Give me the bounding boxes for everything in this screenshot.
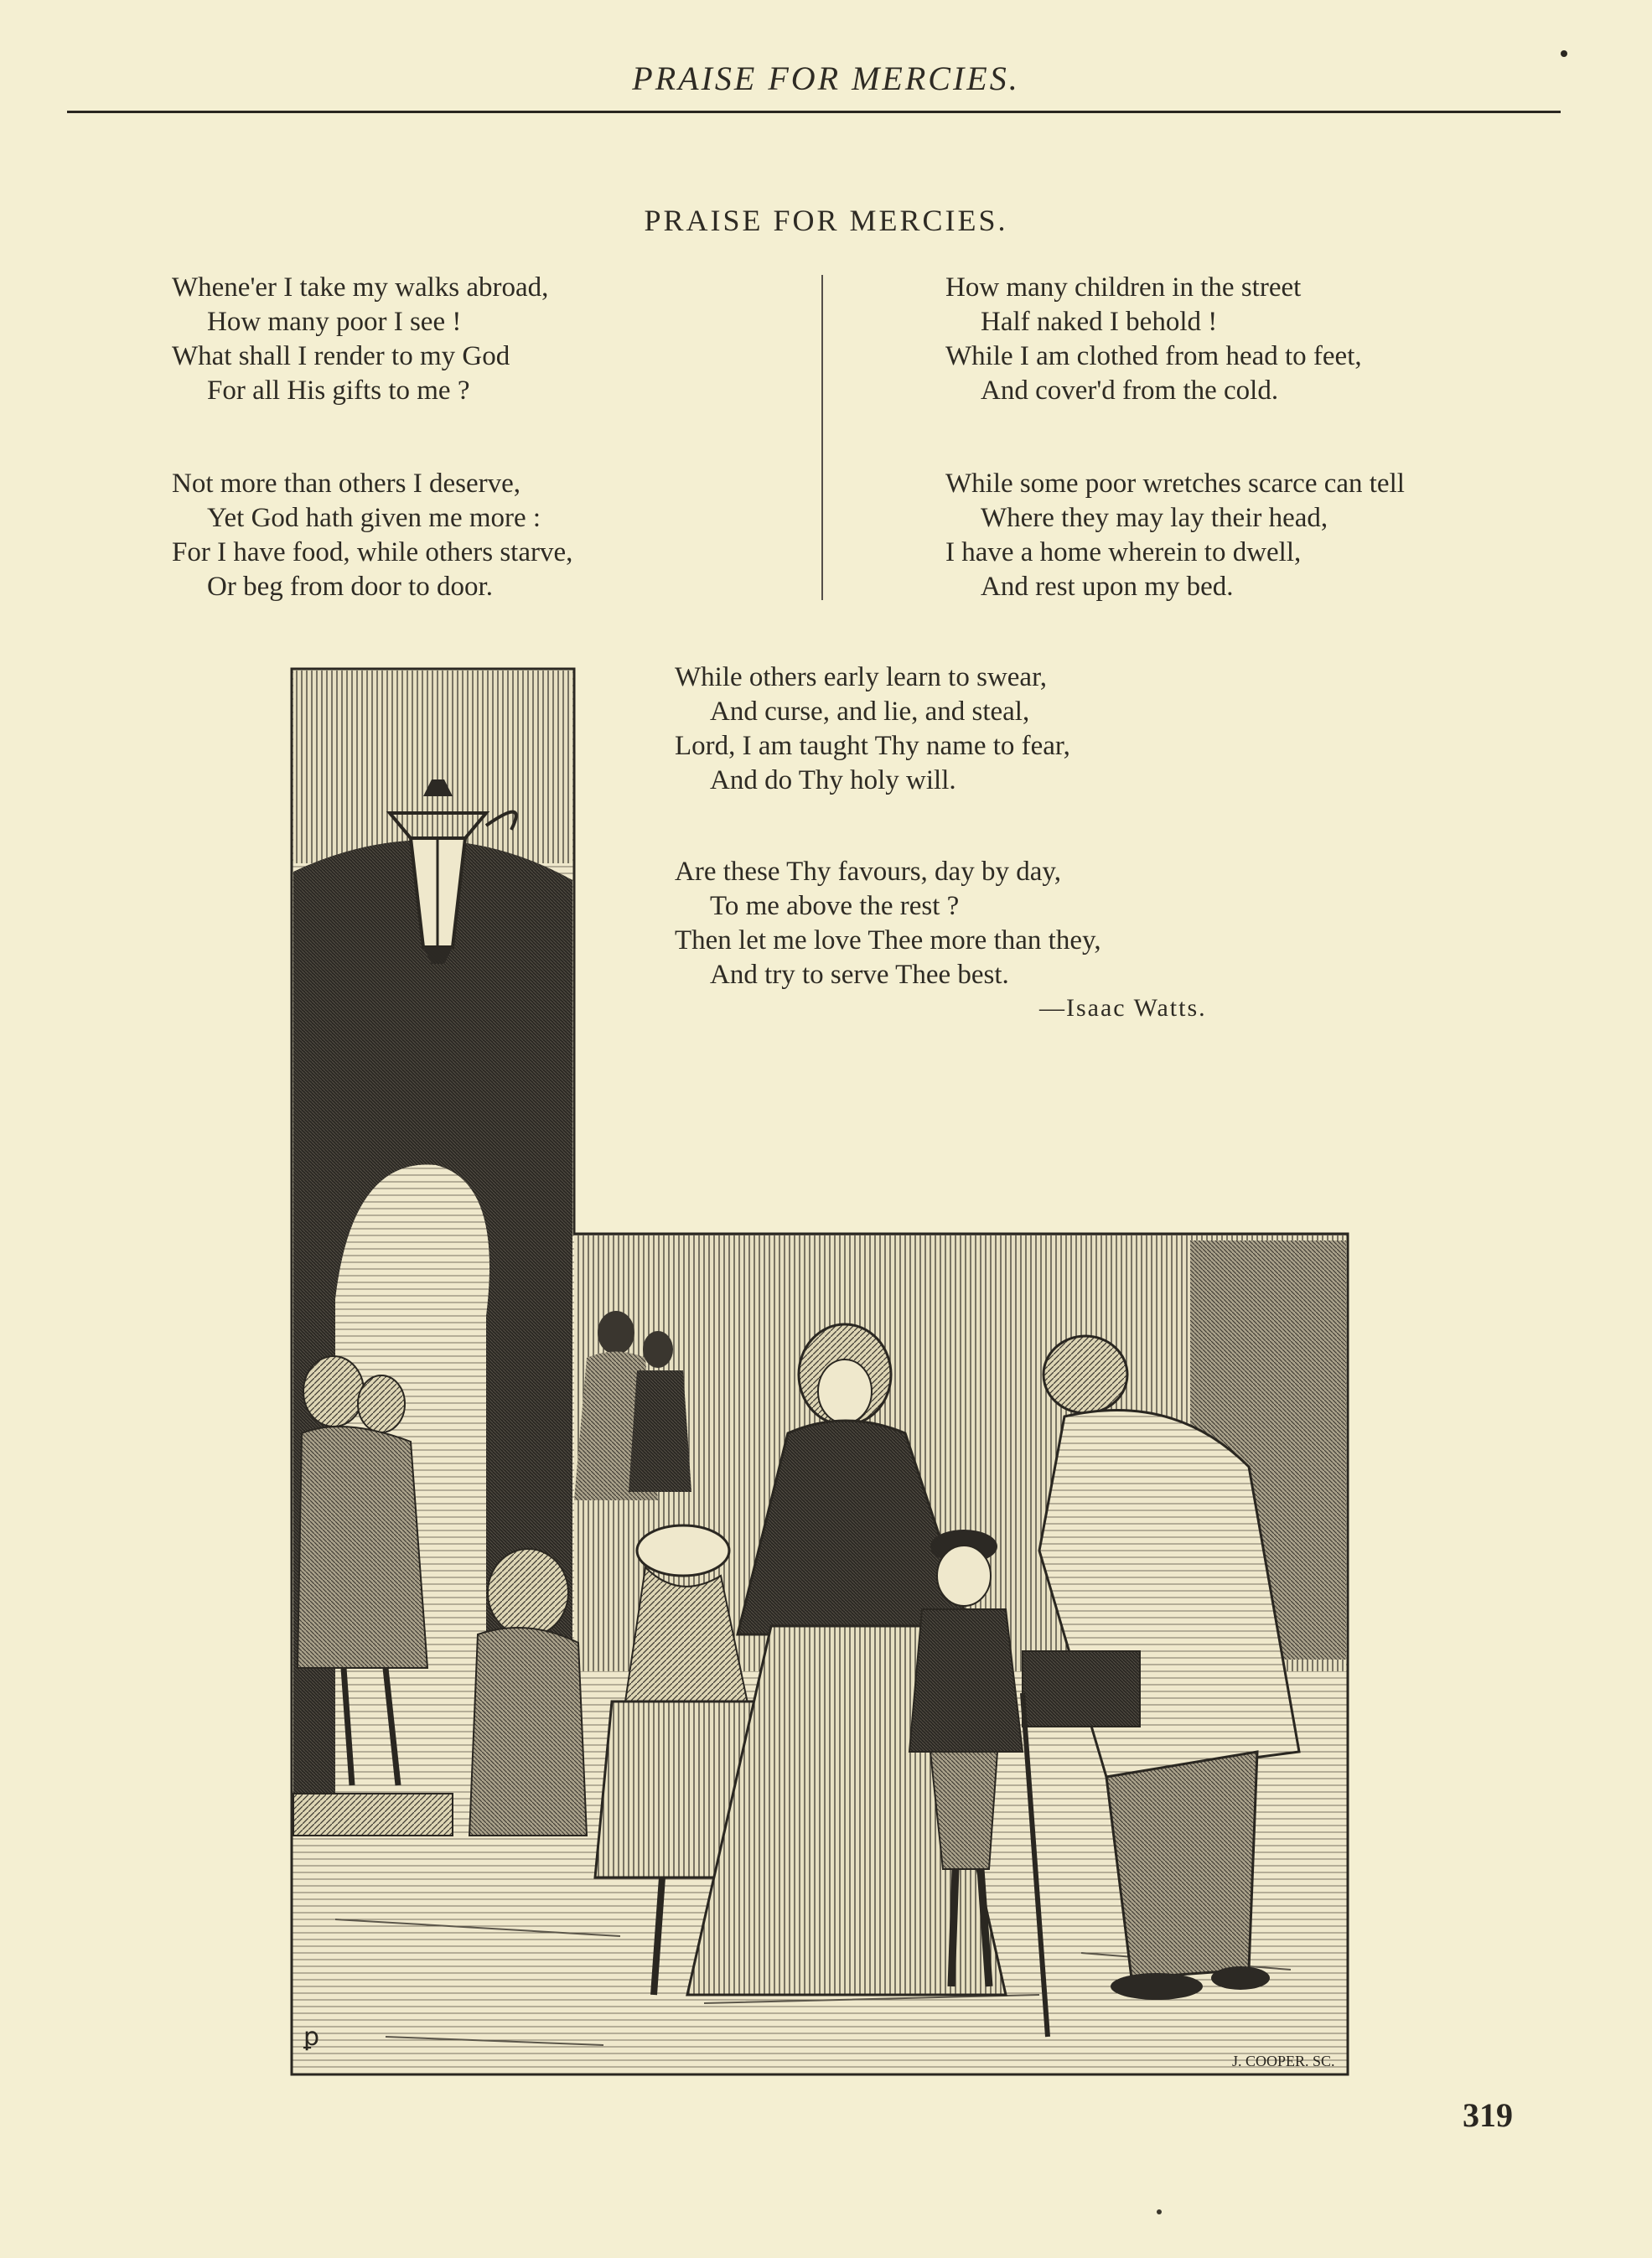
poem-line: Yet God hath given me more :: [207, 503, 541, 533]
stanza-4: [945, 467, 1405, 604]
wall-texture: [293, 671, 572, 863]
ink-speck: [1157, 2209, 1162, 2214]
poem-line: While others early learn to swear,: [675, 662, 1047, 692]
stanza-3: [945, 271, 1362, 408]
poem-line: And do Thy holy will.: [710, 765, 956, 795]
artist-monogram-icon: ꝑ: [303, 2023, 320, 2051]
page-number: 319: [1463, 2096, 1513, 2134]
poem-line: And curse, and lie, and steal,: [710, 697, 1030, 727]
poem-line: Then let me love Thee more than they,: [675, 925, 1101, 956]
poem-line: And try to serve Thee best.: [710, 960, 1009, 990]
poem-line: Or beg from door to door.: [207, 572, 493, 602]
column-divider: [821, 275, 823, 600]
poem-line: Are these Thy favours, day by day,: [675, 857, 1061, 887]
poem-line: To me above the rest ?: [710, 891, 960, 921]
ink-speck: [1561, 50, 1567, 57]
poem-line: Whene'er I take my walks abroad,: [172, 272, 549, 303]
poem-line: How many children in the street: [945, 272, 1302, 303]
stanza-1: [172, 271, 548, 408]
poem-line: While I am clothed from head to feet,: [945, 341, 1362, 371]
poem-attribution: —Isaac Watts.: [1039, 994, 1207, 1022]
poem-line: Not more than others I deserve,: [172, 469, 521, 499]
poem-line: Where they may lay their head,: [981, 503, 1328, 533]
header-rule: [67, 111, 1561, 113]
poem-line: Half naked I behold !: [981, 307, 1218, 337]
poem-title: PRAISE FOR MERCIES.: [644, 204, 1008, 237]
poem-line: And cover'd from the cold.: [981, 375, 1279, 406]
poem-line: For all His gifts to me ?: [207, 375, 470, 406]
poem-line: How many poor I see !: [207, 307, 462, 337]
poem-line: What shall I render to my God: [172, 341, 510, 371]
poem-line: Lord, I am taught Thy name to fear,: [675, 731, 1070, 761]
engraving-illustration: [285, 662, 1358, 2079]
running-head: PRAISE FOR MERCIES.: [632, 60, 1020, 97]
poem-line: And rest upon my bed.: [981, 572, 1234, 602]
stanza-2: [172, 467, 572, 604]
engraver-signature: J. COOPER. SC.: [1232, 2053, 1335, 2069]
poem-line: While some poor wretches scarce can tell: [945, 469, 1405, 499]
poem-line: I have a home wherein to dwell,: [945, 537, 1302, 567]
poem-line: For I have food, while others starve,: [172, 537, 573, 567]
